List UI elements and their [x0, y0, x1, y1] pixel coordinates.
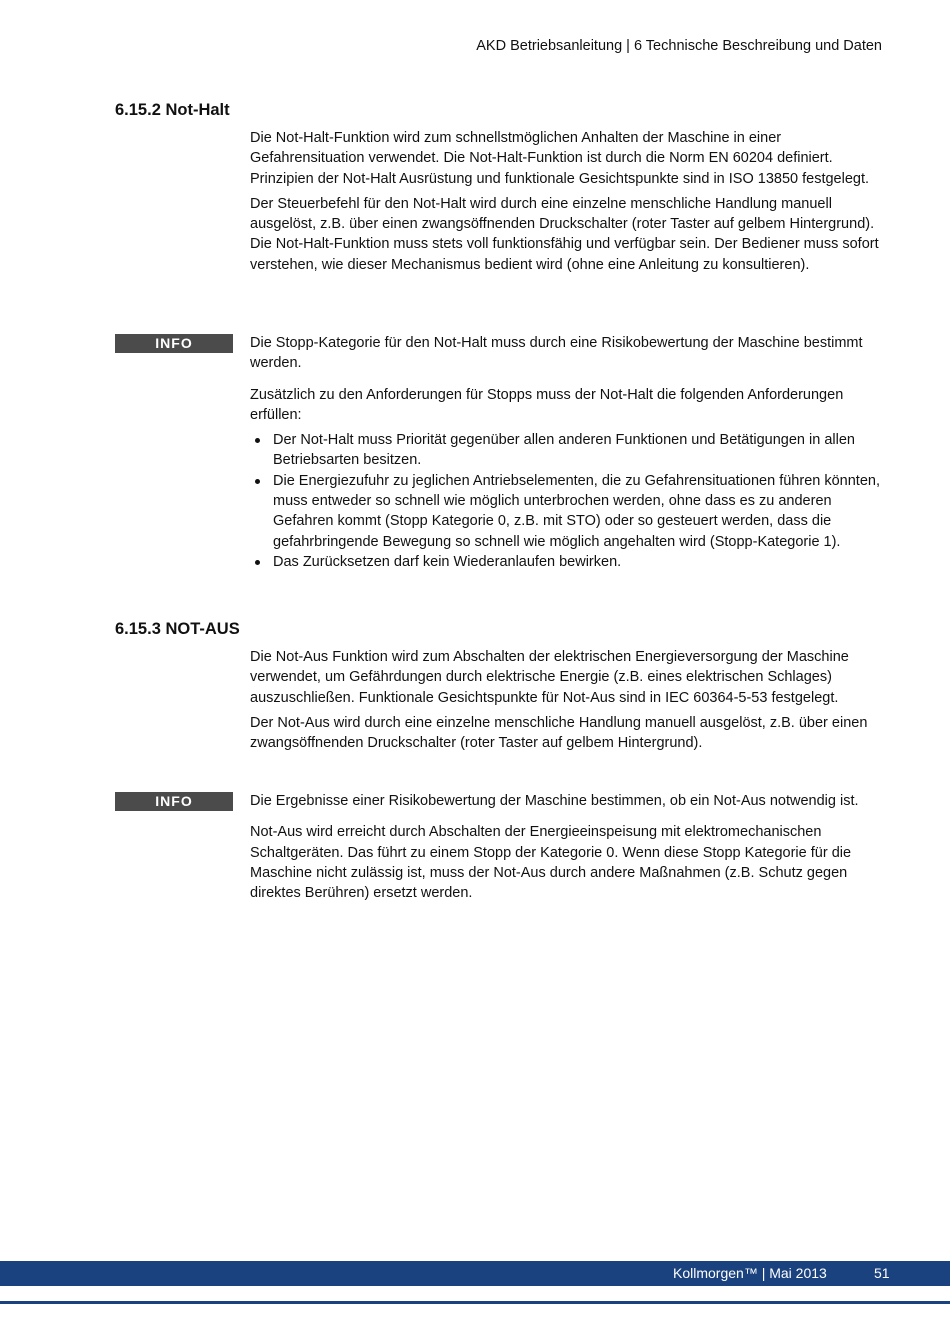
paragraph: Der Not-Aus wird durch eine einzelne menschliche Handlung manuell ausgelöst, z.B. über einen zwangsöffnenden Druckschalter (roter Taster auf gelbem Hintergrund).	[250, 714, 868, 752]
section-title-not-halt: 6.15.2 Not-Halt	[115, 101, 230, 119]
info-badge: INFO	[115, 334, 233, 353]
paragraph: Die Not-Aus Funktion wird zum Abschalten der elektrischen Energieversorgung der Maschine verwendet, um Gefährdungen durch elektrische Energie (z.B. eines elektrischen Schlages) auszuschließen. Funktionale Gesichtspunkte für Not-Aus sind in IEC 60364-5-53 festgelegt.	[250, 649, 849, 706]
footer-publisher: Kollmorgen™ | Mai 2013	[673, 1265, 827, 1281]
footer-bar	[0, 1261, 950, 1286]
page-number: 51	[874, 1265, 890, 1281]
running-header: AKD Betriebsanleitung | 6 Technische Beschreibung und Daten	[476, 38, 882, 54]
list-item	[250, 430, 882, 471]
not-halt-info	[250, 333, 882, 572]
requirements-list	[250, 430, 882, 572]
paragraph: Der Steuerbefehl für den Not-Halt wird durch eine einzelne menschliche Handlung manuell ausgelöst, z.B. über einen zwangsöffnenden Druckschalter (roter Taster auf gelbem Hintergrund). Die Not-Halt-Funktion muss stets voll funktionsfähig und verfügbar sein. Der Bediener muss sofort verstehen, wie dieser Mechanismus bedient wird (ohne eine Anleitung zu konsultieren).	[250, 195, 879, 273]
info-text: Die Ergebnisse einer Risikobewertung der Maschine bestimmen, ob ein Not-Aus notwendig ist.	[250, 793, 859, 809]
not-aus-body	[250, 647, 882, 753]
paragraph: Die Not-Halt-Funktion wird zum schnellstmöglichen Anhalten der Maschine in einer Gefahrensituation verwendet. Die Not-Halt-Funktion ist durch die Norm EN 60204 definiert. Prinzipien der Not-Halt Ausrüstung und funktionale Gesichtspunkte sind in ISO 13850 festgelegt.	[250, 130, 870, 187]
list-item-text: Das Zurücksetzen darf kein Wiederanlaufen bewirken.	[273, 553, 622, 570]
footer-rule	[0, 1301, 950, 1304]
list-item-text: Der Not-Halt muss Priorität gegenüber allen anderen Funktionen und Betätigungen in allen Betriebsarten besitzen.	[273, 432, 855, 469]
list-item	[250, 471, 882, 552]
bullet-icon	[255, 438, 260, 443]
info-text: Die Stopp-Kategorie für den Not-Halt muss durch eine Risikobewertung der Maschine bestimmt werden.	[250, 335, 863, 372]
bullet-icon	[255, 560, 260, 565]
list-item-text: Die Energiezufuhr zu jeglichen Antriebselementen, die zu Gefahrensituationen führen könnten, muss entweder so schnell wie möglich unterbrochen werden, ohne dass es zu anderen Gefahren kommt (Stopp Kategorie 0, z.B. mit STO) oder so gesteuert werden, dass die gefahrbringende Bewegung so schnell wie möglich angehalten wird (Stopp-Kategorie 1).	[273, 472, 880, 550]
not-halt-body	[250, 128, 882, 275]
paragraph: Not-Aus wird erreicht durch Abschalten der Energieeinspeisung mit elektromechanischen Schaltgeräten. Das führt zu einem Stopp der Kategorie 0. Wenn diese Stopp Kategorie für die Maschine nicht zulässig ist, muss der Not-Aus durch andere Maßnahmen (z.B. Schutz gegen direktes Berühren) ersetzt werden.	[250, 824, 852, 902]
section-title-not-aus: 6.15.3 NOT-AUS	[115, 620, 240, 638]
bullet-icon	[255, 479, 260, 484]
paragraph: Zusätzlich zu den Anforderungen für Stopps muss der Not-Halt die folgenden Anforderungen erfüllen:	[250, 386, 844, 423]
list-item	[250, 552, 882, 572]
info-badge: INFO	[115, 792, 233, 811]
not-aus-info	[250, 791, 882, 903]
